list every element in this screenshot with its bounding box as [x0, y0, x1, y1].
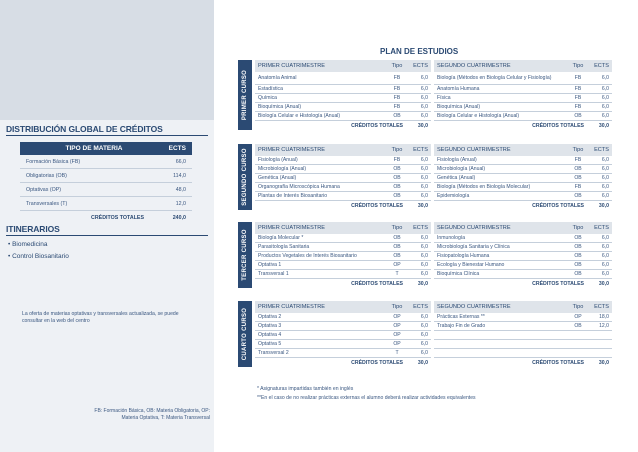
total-label: CRÉDITOS TOTALES — [91, 214, 144, 221]
table-row — [434, 270, 612, 279]
distribution-rule — [6, 135, 208, 136]
subject-ects: 6,0 — [420, 235, 428, 241]
subject-type: FB — [393, 157, 401, 163]
tipo-header: Tipo — [572, 63, 584, 69]
subject-ects: 6,0 — [420, 175, 428, 181]
first-semester-table — [255, 222, 431, 288]
table-row — [255, 183, 431, 192]
table-row — [434, 174, 612, 183]
subject-type: FB — [574, 104, 582, 110]
subject-name: Anatomía Animal — [258, 74, 297, 81]
subject-type: FB — [574, 86, 582, 92]
table-row — [434, 340, 612, 349]
row-ects: 48,0 — [175, 186, 186, 193]
tipo-header: Tipo — [391, 63, 403, 69]
row-type: Transversales (T) — [26, 200, 68, 207]
subject-ects: 6,0 — [420, 95, 428, 101]
subject-ects: 6,0 — [601, 262, 609, 268]
table-row — [434, 349, 612, 358]
subject-name: Inmunología — [437, 234, 466, 241]
subject-ects: 6,0 — [601, 253, 609, 259]
semester-total — [255, 121, 431, 130]
total-ects: 30,0 — [417, 122, 428, 129]
table-row — [20, 183, 192, 197]
subject-name: Optativa 3 — [258, 322, 282, 329]
subject-type: OP — [574, 314, 582, 320]
subject-ects: 6,0 — [601, 271, 609, 277]
semester-header — [255, 301, 431, 313]
subject-name: Plantas de Interés Biosanitario — [258, 192, 328, 199]
table-row — [434, 165, 612, 174]
subject-type: OP — [393, 314, 401, 320]
subject-name: Microbiología (Anual) — [258, 165, 307, 172]
subject-name: Química — [258, 94, 277, 101]
subject-type: OB — [574, 253, 582, 259]
subject-ects: 6,0 — [420, 104, 428, 110]
semester-title: SEGUNDO CUATRIMESTRE — [437, 225, 511, 231]
subject-ects: 6,0 — [420, 332, 428, 338]
table-row — [255, 192, 431, 201]
subject-name: Microbiología (Anual) — [437, 165, 486, 172]
subject-name: Fisiología (Anual) — [437, 156, 477, 163]
subject-type: OP — [393, 262, 401, 268]
subject-name: Genética (Anual) — [437, 174, 476, 181]
semester-total — [434, 279, 612, 288]
semester-total — [255, 279, 431, 288]
ects-header: ECTS — [594, 304, 609, 310]
table-row — [255, 112, 431, 121]
subject-name: Trabajo Fin de Grado — [437, 322, 486, 329]
table-row — [255, 340, 431, 349]
subject-name: Epidemiología — [437, 192, 470, 199]
total-ects: 30,0 — [417, 359, 428, 366]
itinerarios-title: ITINERARIOS — [6, 224, 60, 234]
subject-name: Física — [437, 94, 451, 101]
total-label: CRÉDITOS TOTALES — [532, 280, 584, 287]
subject-ects: 6,0 — [420, 75, 428, 81]
table-row — [255, 252, 431, 261]
table-row — [255, 156, 431, 165]
second-semester-table — [434, 144, 612, 210]
subject-type: FB — [393, 95, 401, 101]
table-row — [255, 313, 431, 322]
subject-name: Biología Celular e Histología (Anual) — [437, 112, 520, 119]
itinerarios-list — [8, 239, 69, 263]
table-row — [434, 103, 612, 112]
subject-name: Transversal 1 — [258, 270, 289, 277]
subject-ects: 6,0 — [420, 166, 428, 172]
subject-ects: 6,0 — [420, 314, 428, 320]
table-row — [255, 322, 431, 331]
tipo-header: Tipo — [572, 225, 584, 231]
table-row — [434, 192, 612, 201]
table-row — [255, 331, 431, 340]
total-label: CRÉDITOS TOTALES — [351, 359, 403, 366]
second-semester-table — [434, 301, 612, 367]
table-row — [434, 322, 612, 331]
tipo-header: Tipo — [391, 225, 403, 231]
table-row — [255, 234, 431, 243]
tipo-header: Tipo — [391, 147, 403, 153]
list-item: • Control Biosanitario — [8, 251, 69, 263]
table-row — [255, 72, 431, 85]
subject-ects: 6,0 — [601, 166, 609, 172]
table-row — [434, 94, 612, 103]
total-label: CRÉDITOS TOTALES — [532, 359, 584, 366]
distribution-table — [20, 142, 192, 224]
table-row — [434, 156, 612, 165]
subject-ects: 6,0 — [601, 104, 609, 110]
subject-type: OB — [574, 175, 582, 181]
subject-name: Bioquímica Clínica — [437, 270, 480, 277]
row-type: Optativas (OP) — [26, 186, 62, 193]
subject-ects: 6,0 — [420, 244, 428, 250]
subject-type: OB — [574, 262, 582, 268]
table-row — [255, 243, 431, 252]
subject-ects: 6,0 — [601, 184, 609, 190]
distribution-total — [20, 211, 192, 224]
subject-type: OB — [393, 193, 401, 199]
table-row — [20, 169, 192, 183]
subject-name: Bioquímica (Anual) — [258, 103, 302, 110]
subject-ects: 6,0 — [601, 235, 609, 241]
subject-type: T — [395, 350, 399, 356]
subject-name: Biología Molecular * — [258, 234, 304, 241]
total-label: CRÉDITOS TOTALES — [351, 202, 403, 209]
subject-type: FB — [574, 157, 582, 163]
total-label: CRÉDITOS TOTALES — [351, 280, 403, 287]
semester-title: SEGUNDO CUATRIMESTRE — [437, 63, 511, 69]
row-type: Obligatorias (OB) — [26, 172, 67, 179]
type-legend: FB: Formación Básica, OB: Materia Obligatoria, OP: Materia Optativa, T: Materia Transversal — [94, 408, 210, 421]
course-block — [238, 60, 612, 130]
row-ects: 12,0 — [175, 200, 186, 207]
table-row — [434, 243, 612, 252]
total-ects: 30,0 — [598, 359, 609, 366]
total-ects: 240,0 — [172, 214, 186, 221]
ects-header: ECTS — [594, 63, 609, 69]
subject-ects: 6,0 — [601, 95, 609, 101]
course-label — [238, 222, 252, 288]
semester-header — [255, 60, 431, 72]
semester-header — [434, 144, 612, 156]
semester-total — [434, 121, 612, 130]
distribution-table-header — [20, 142, 192, 155]
semester-header — [434, 60, 612, 72]
table-row — [434, 313, 612, 322]
subject-name: Optativa 1 — [258, 261, 282, 268]
subject-type: OB — [393, 244, 401, 250]
subject-type: FB — [393, 104, 401, 110]
table-row — [434, 234, 612, 243]
subject-ects: 6,0 — [420, 271, 428, 277]
subject-type: OB — [574, 193, 582, 199]
subject-name: Optativa 4 — [258, 331, 282, 338]
table-row — [20, 155, 192, 169]
row-ects: 114,0 — [173, 172, 186, 179]
semester-header — [434, 222, 612, 234]
subject-ects: 6,0 — [601, 193, 609, 199]
subject-name: Optativa 2 — [258, 313, 282, 320]
table-row — [255, 103, 431, 112]
semester-title: PRIMER CUATRIMESTRE — [258, 304, 326, 310]
course-label-text: SEGUNDO CURSO — [242, 148, 248, 206]
ects-header: ECTS — [413, 225, 428, 231]
semester-total — [255, 358, 431, 367]
subject-type: OB — [574, 244, 582, 250]
subject-type: OP — [393, 323, 401, 329]
subject-name: Optativa 5 — [258, 340, 282, 347]
course-label-text: TERCER CURSO — [242, 229, 248, 281]
subject-type: FB — [393, 86, 401, 92]
subject-ects: 6,0 — [420, 86, 428, 92]
optativas-note: La oferta de materias optativas y transversales actualizada, se puede consultar en la web del centro — [22, 311, 179, 324]
semester-title: SEGUNDO CUATRIMESTRE — [437, 304, 511, 310]
subject-ects: 6,0 — [601, 113, 609, 119]
subject-ects: 6,0 — [420, 350, 428, 356]
total-ects: 30,0 — [417, 280, 428, 287]
tipo-header: Tipo — [572, 147, 584, 153]
semester-title: PRIMER CUATRIMESTRE — [258, 147, 326, 153]
row-ects: 66,0 — [175, 158, 186, 165]
subject-ects: 6,0 — [601, 86, 609, 92]
table-row — [255, 165, 431, 174]
semester-title: PRIMER CUATRIMESTRE — [258, 225, 326, 231]
subject-ects: 6,0 — [420, 193, 428, 199]
semester-total — [434, 201, 612, 210]
plan-title: PLAN DE ESTUDIOS — [380, 47, 459, 56]
first-semester-table — [255, 60, 431, 130]
subject-type: OB — [393, 184, 401, 190]
subject-type: FB — [574, 184, 582, 190]
subject-type: FB — [574, 75, 582, 81]
semester-total — [255, 201, 431, 210]
subject-type: FB — [574, 95, 582, 101]
subject-ects: 6,0 — [601, 75, 609, 81]
subject-ects: 6,0 — [601, 244, 609, 250]
ects-header: ECTS — [413, 304, 428, 310]
subject-type: OB — [574, 271, 582, 277]
semester-title: PRIMER CUATRIMESTRE — [258, 63, 326, 69]
subject-type: OB — [393, 113, 401, 119]
subject-type: OB — [574, 113, 582, 119]
semester-title: SEGUNDO CUATRIMESTRE — [437, 147, 511, 153]
subject-name: Fisiopatología Humana — [437, 252, 490, 259]
table-row — [255, 174, 431, 183]
semester-header — [434, 301, 612, 313]
list-item: • Biomedicina — [8, 239, 69, 251]
total-label: CRÉDITOS TOTALES — [351, 122, 403, 129]
table-row — [255, 261, 431, 270]
subject-type: OB — [574, 323, 582, 329]
table-row — [255, 349, 431, 358]
total-label: CRÉDITOS TOTALES — [532, 122, 584, 129]
table-row — [434, 72, 612, 85]
course-block — [238, 144, 612, 210]
table-row — [255, 94, 431, 103]
footnote-practicas: **En el caso de no realizar prácticas externas el alumno deberá realizar actividades equivalentes — [257, 395, 476, 401]
subject-ects: 6,0 — [420, 113, 428, 119]
tipo-header: Tipo — [572, 304, 584, 310]
course-label — [238, 301, 252, 367]
first-semester-table — [255, 144, 431, 210]
second-semester-table — [434, 222, 612, 288]
table-row — [434, 112, 612, 121]
subject-ects: 6,0 — [601, 175, 609, 181]
subject-ects: 6,0 — [420, 184, 428, 190]
course-label-text: CUARTO CURSO — [242, 307, 248, 361]
ects-header: ECTS — [594, 225, 609, 231]
left-panel — [0, 0, 214, 452]
total-label: CRÉDITOS TOTALES — [532, 202, 584, 209]
semester-total — [434, 358, 612, 367]
table-row — [255, 85, 431, 94]
course-block — [238, 301, 612, 367]
left-top-band — [0, 0, 214, 120]
subject-type: OP — [393, 332, 401, 338]
total-ects: 30,0 — [417, 202, 428, 209]
subject-name: Ecología y Bienestar Humano — [437, 261, 505, 268]
semester-header — [255, 222, 431, 234]
subject-type: T — [395, 271, 399, 277]
subject-ects: 18,0 — [599, 314, 609, 320]
first-semester-table — [255, 301, 431, 367]
subject-name: Estadística — [258, 85, 283, 92]
total-ects: 30,0 — [598, 202, 609, 209]
course-label — [238, 144, 252, 210]
subject-ects: 6,0 — [420, 253, 428, 259]
total-ects: 30,0 — [598, 280, 609, 287]
subject-type: OB — [574, 166, 582, 172]
subject-ects: 6,0 — [420, 323, 428, 329]
semester-header — [255, 144, 431, 156]
subject-type: OB — [393, 175, 401, 181]
subject-type: OB — [393, 166, 401, 172]
table-row — [434, 183, 612, 192]
subject-type: FB — [393, 75, 401, 81]
ects-header: ECTS — [413, 63, 428, 69]
subject-name: Anatomía Humana — [437, 85, 480, 92]
subject-name: Biología Celular e Histología (Anual) — [258, 112, 341, 119]
subject-ects: 6,0 — [420, 157, 428, 163]
subject-ects: 12,0 — [599, 323, 609, 329]
footnote-english: * Asignaturas impartidas también en inglés — [257, 386, 354, 392]
subject-type: OB — [393, 253, 401, 259]
total-ects: 30,0 — [598, 122, 609, 129]
subject-name: Biología (Métodos en Biología Celular y Fisiología) — [437, 74, 552, 81]
table-row — [20, 197, 192, 211]
table-row — [255, 270, 431, 279]
subject-name: Parasitología Sanitaria — [258, 243, 310, 250]
subject-name: Bioquímica (Anual) — [437, 103, 481, 110]
subject-ects: 6,0 — [420, 262, 428, 268]
subject-name: Organografía Microscópica Humana — [258, 183, 340, 190]
subject-name: Transversal 2 — [258, 349, 289, 356]
subject-name: Fisiología (Anual) — [258, 156, 298, 163]
course-block — [238, 222, 612, 288]
subject-name: Biología (Métodos en Biología Molecular) — [437, 183, 531, 190]
subject-type: OP — [393, 341, 401, 347]
subject-name: Genética (Anual) — [258, 174, 297, 181]
header-tipo: TIPO DE MATERIA — [65, 145, 123, 152]
ects-header: ECTS — [413, 147, 428, 153]
subject-name: Microbiología Sanitaria y Clínica — [437, 243, 510, 250]
table-row — [434, 261, 612, 270]
header-ects: ECTS — [168, 145, 186, 152]
subject-ects: 6,0 — [601, 157, 609, 163]
second-semester-table — [434, 60, 612, 130]
course-label — [238, 60, 252, 130]
itinerarios-rule — [6, 235, 208, 236]
subject-type: OB — [574, 235, 582, 241]
subject-name: Productos Vegetales de Interés Biosanitario — [258, 252, 357, 259]
ects-header: ECTS — [594, 147, 609, 153]
table-row — [434, 85, 612, 94]
subject-type: OB — [393, 235, 401, 241]
course-label-text: PRIMER CURSO — [242, 69, 248, 121]
table-row — [434, 331, 612, 340]
distribution-title: DISTRIBUCIÓN GLOBAL DE CRÉDITOS — [6, 124, 163, 134]
tipo-header: Tipo — [391, 304, 403, 310]
row-type: Formación Básica (FB) — [26, 158, 81, 165]
subject-name: Prácticas Externas ** — [437, 313, 485, 320]
table-row — [434, 252, 612, 261]
subject-ects: 6,0 — [420, 341, 428, 347]
